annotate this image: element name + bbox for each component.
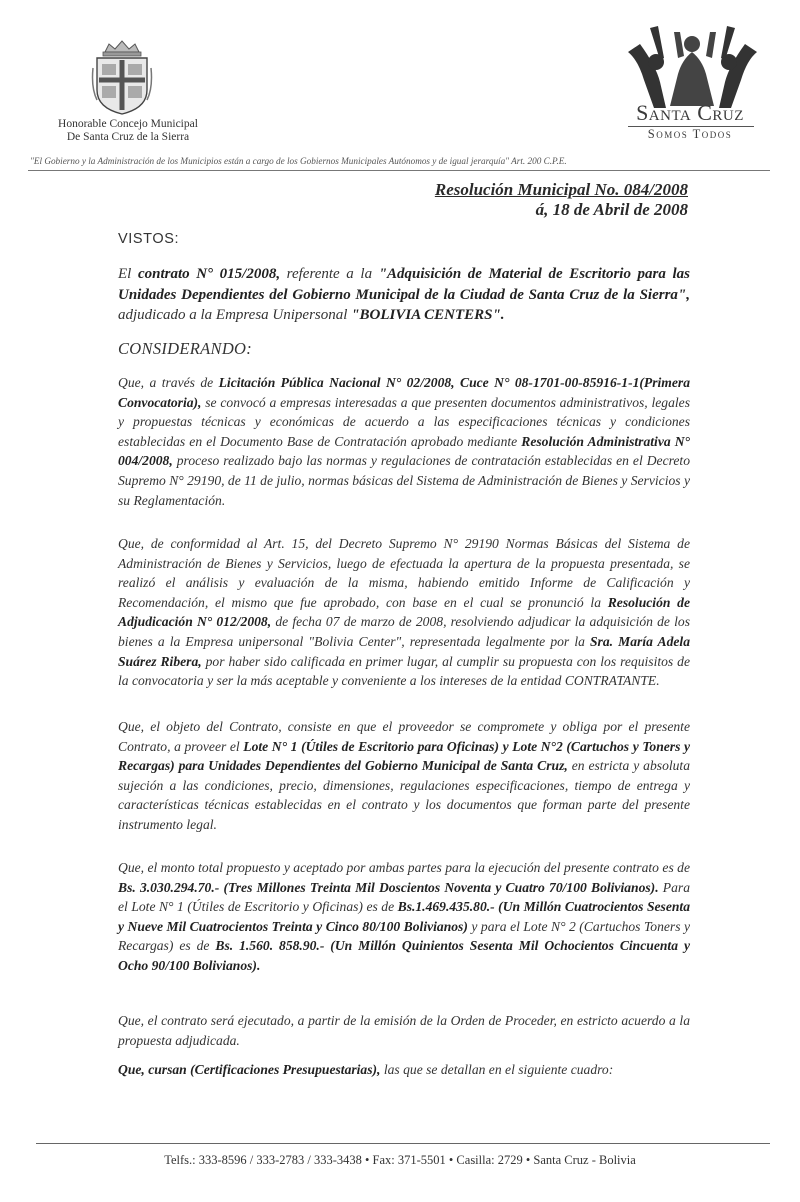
header-divider bbox=[28, 170, 770, 171]
santa-cruz-logo-icon bbox=[620, 22, 765, 110]
considerando-paragraph-4: Que, el monto total propuesto y aceptado por ambas partes para la ejecución del presente contrato es de Bs. 3.030.294.70.- (Tres Millones Treinta Mil Doscientos Noventa y Cuatro 70/100 Bolivianos). Para el Lote N° 1 (Útiles de Escritorio y Oficinas) es de Bs.1.469.435.80.- (Un Millón Cuatrocientos Sesenta y Nueve Mil Cuatrocientos Treinta y Cinco 80/100 Bolivianos) y para el Lote N° 2 (Cartuchos Toners y Recargas) es de Bs. 1.560. 858.90.- (Un Millón Quinientos Sesenta Mil Ochocientos Cincuenta y Ocho 90/100 Bolivianos). bbox=[118, 860, 691, 973]
considerando-paragraph-3: Que, el objeto del Contrato, consiste en que el proveedor se compromete y obliga por el presente Contrato, a proveer el Lote N° 1 (Útiles de Escritorio para Oficinas) y Lote N°2 (Cartuchos y Toners y Recargas) para Unidades Dependientes del Gobierno Municipal de Santa Cruz, en estricta y absoluta sujeción a las condiciones, precio, dimensiones, regulaciones especificaciones, tiempo de entrega y características técnicas establecidas en el contrato y los documentos que forman parte del presente instrumento legal. bbox=[118, 719, 691, 832]
council-name bbox=[28, 118, 228, 144]
vistos-heading: VISTOS: bbox=[118, 231, 180, 247]
brand-title: Santa Cruz bbox=[636, 100, 744, 125]
considerando-paragraph-6: Que, cursan (Certificaciones Presupuestarias), las que se detallan en el siguiente cuadro: bbox=[118, 1062, 614, 1077]
coat-of-arms-icon bbox=[91, 38, 153, 118]
santa-cruz-brand bbox=[610, 101, 770, 142]
council-line-1: Honorable Concejo Municipal bbox=[58, 118, 198, 130]
considerando-paragraph-2: Que, de conformidad al Art. 15, del Decreto Supremo N° 29190 Normas Básicas del Sistema de Administración de Bienes y Servicios, luego de efectuada la apertura de la propuesta presentada, se realizó el análisis y evaluación de la misma, habiendo emitido Informe de Calificación y Recomendación, el mismo que fue aprobado, con base en el cual se pronunció la Resolución de Adjudicación N° 012/2008, de fecha 07 de marzo de 2008, resolviendo adjudicar la adquisición de los bienes a la Empresa unipersonal "Bolivia Center", representada legalmente por la Sra. María Adela Suárez Ribera, por haber sido calificada en primer lugar, al cumplir su propuesta con los requisitos de la convocatoria y ser la más aceptable y conveniente a los intereses de la entidad CONTRATANTE. bbox=[118, 536, 691, 689]
considerando-paragraph-5: Que, el contrato será ejecutado, a partir de la emisión de la Orden de Proceder, en estricto acuerdo a la propuesta adjudicada. bbox=[118, 1013, 690, 1048]
resolution-title: Resolución Municipal No. 084/2008 bbox=[434, 180, 688, 199]
resolution-date: á, 18 de Abril de 2008 bbox=[535, 200, 688, 219]
footer-contact: Telfs.: 333-8596 / 333-2783 / 333-3438 • Fax: 371-5501 • Casilla: 2729 • Santa Cruz - Bolivia bbox=[164, 1153, 636, 1167]
considerando-heading: CONSIDERANDO: bbox=[118, 339, 253, 358]
council-line-2: De Santa Cruz de la Sierra bbox=[66, 131, 190, 143]
constitution-quote: "El Gobierno y la Administración de los Municipios están a cargo de los Gobiernos Municipales Autónomos y de igual jerarquía" Art. 200 C.P.E. bbox=[30, 156, 567, 166]
brand-divider bbox=[628, 126, 754, 127]
footer-divider bbox=[36, 1143, 770, 1144]
brand-subtitle: Somos Todos bbox=[647, 127, 733, 141]
vistos-paragraph: El contrato N° 015/2008, referente a la "Adquisición de Material de Escritorio para las Unidades Dependientes del Gobierno Municipal de la Ciudad de Santa Cruz de la Sierra", adjudicado a la Empresa Unipersonal "BOLIVIA CENTERS". bbox=[118, 266, 690, 323]
considerando-paragraph-1: Que, a través de Licitación Pública Nacional N° 02/2008, Cuce N° 08-1701-00-85916-1-1(Primera Convocatoria), se convocó a empresas interesadas a que presenten documentos administrativos, legales y propuestas técnicas y económicas de acuerdo a las especificaciones técnicas y condiciones establecidas en el Documento Base de Contratación aprobado mediante Resolución Administrativa N° 004/2008, proceso realizado bajo las normas y regulaciones de contratación establecidas en el Decreto Supremo N° 29190, de 11 de julio, normas básicas del Sistema de Administración de Bienes y Servicios y su Reglamentación. bbox=[118, 375, 690, 508]
